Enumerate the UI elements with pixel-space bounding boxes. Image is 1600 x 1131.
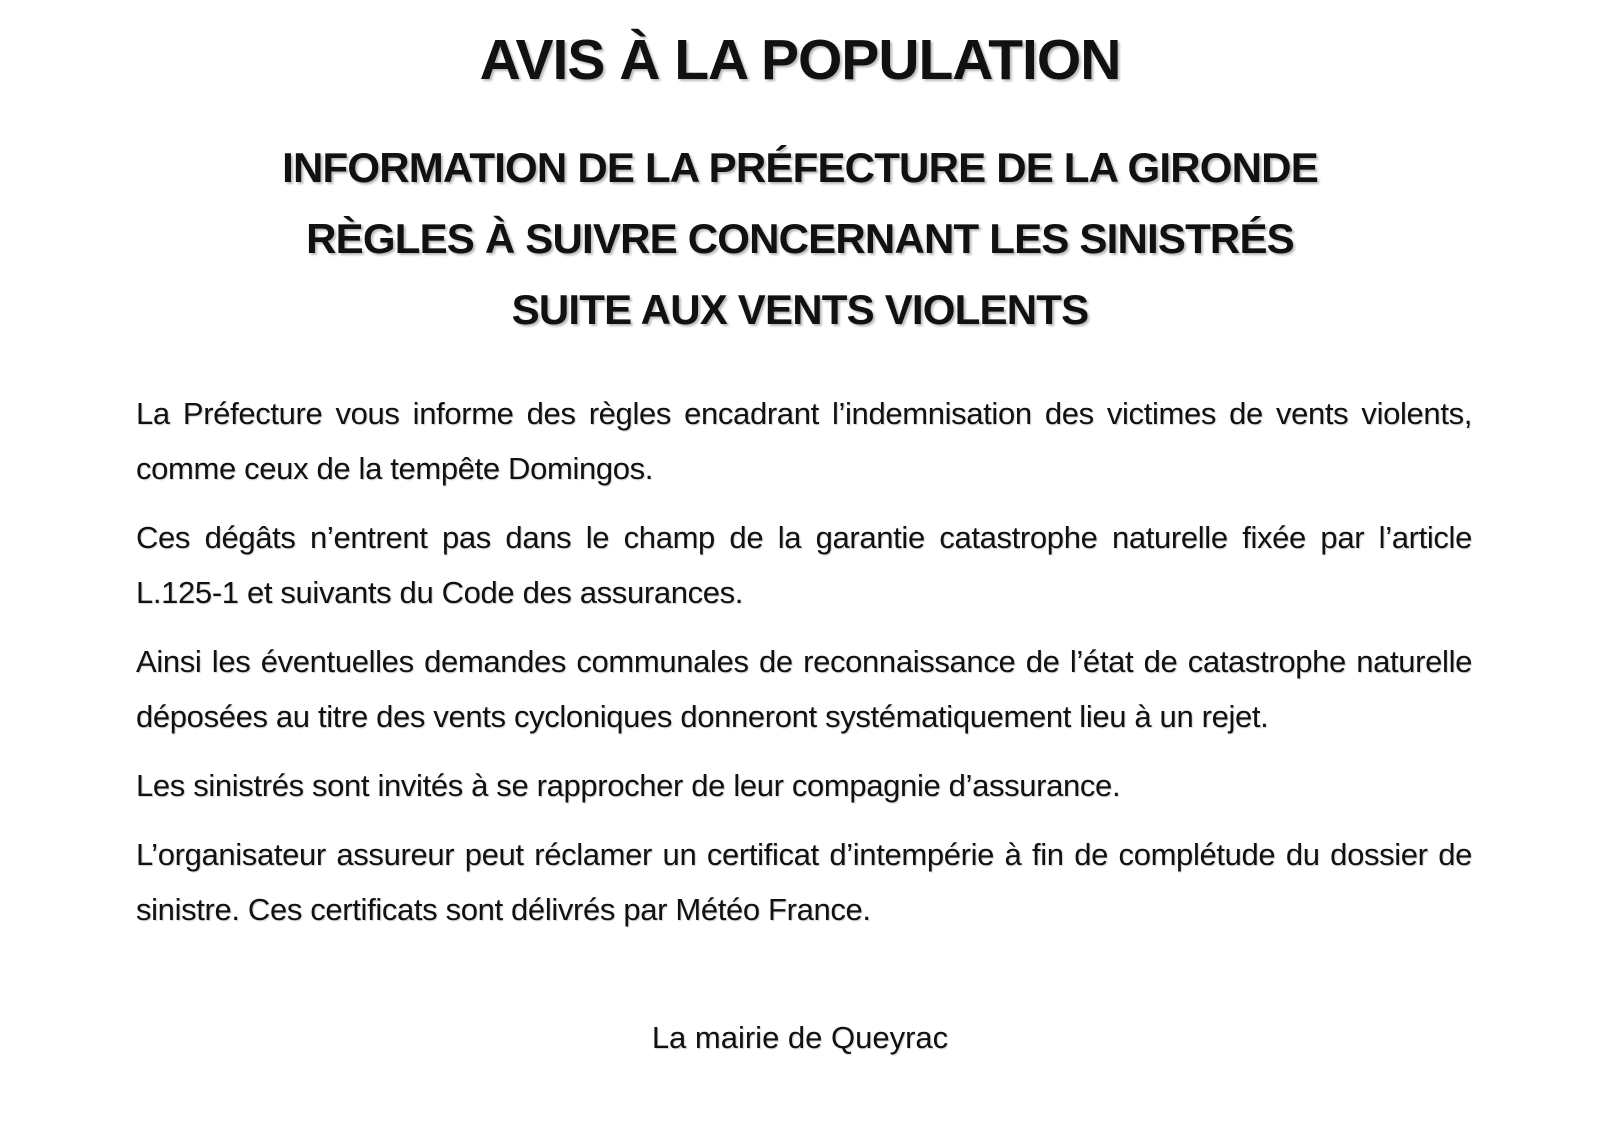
subtitle-line-rules: RÈGLES À SUIVRE CONCERNANT LES SINISTRÉS: [306, 215, 1294, 262]
paragraph-indemnisation: La Préfecture vous informe des règles encadrant l’indemnisation des victimes de vents violents, comme ceux de la tempête Domingos.: [136, 396, 1472, 486]
paragraph-garantie: Ces dégâts n’entrent pas dans le champ de la garantie catastrophe naturelle fixée par l’article L.125-1 et suivants du Code des assurances.: [136, 520, 1472, 610]
notice-body: [136, 386, 1472, 951]
signature: La mairie de Queyrac: [651, 1020, 949, 1055]
paragraph-certificat: L’organisateur assureur peut réclamer un certificat d’intempérie à fin de complétude du dossier de sinistre. Ces certificats sont délivrés par Météo France.: [136, 837, 1472, 927]
notice-title: AVIS À LA POPULATION: [479, 28, 1121, 92]
paragraph-rejet: Ainsi les éventuelles demandes communales de reconnaissance de l’état de catastrophe naturelle déposées au titre des vents cycloniques donneront systématiquement lieu à un rejet.: [136, 644, 1472, 734]
notice-subtitle: [0, 132, 1600, 345]
paragraph-assurance: Les sinistrés sont invités à se rapprocher de leur compagnie d’assurance.: [136, 768, 1121, 803]
subtitle-line-prefecture: INFORMATION DE LA PRÉFECTURE DE LA GIRONDE: [282, 144, 1318, 191]
subtitle-line-winds: SUITE AUX VENTS VIOLENTS: [511, 286, 1089, 333]
